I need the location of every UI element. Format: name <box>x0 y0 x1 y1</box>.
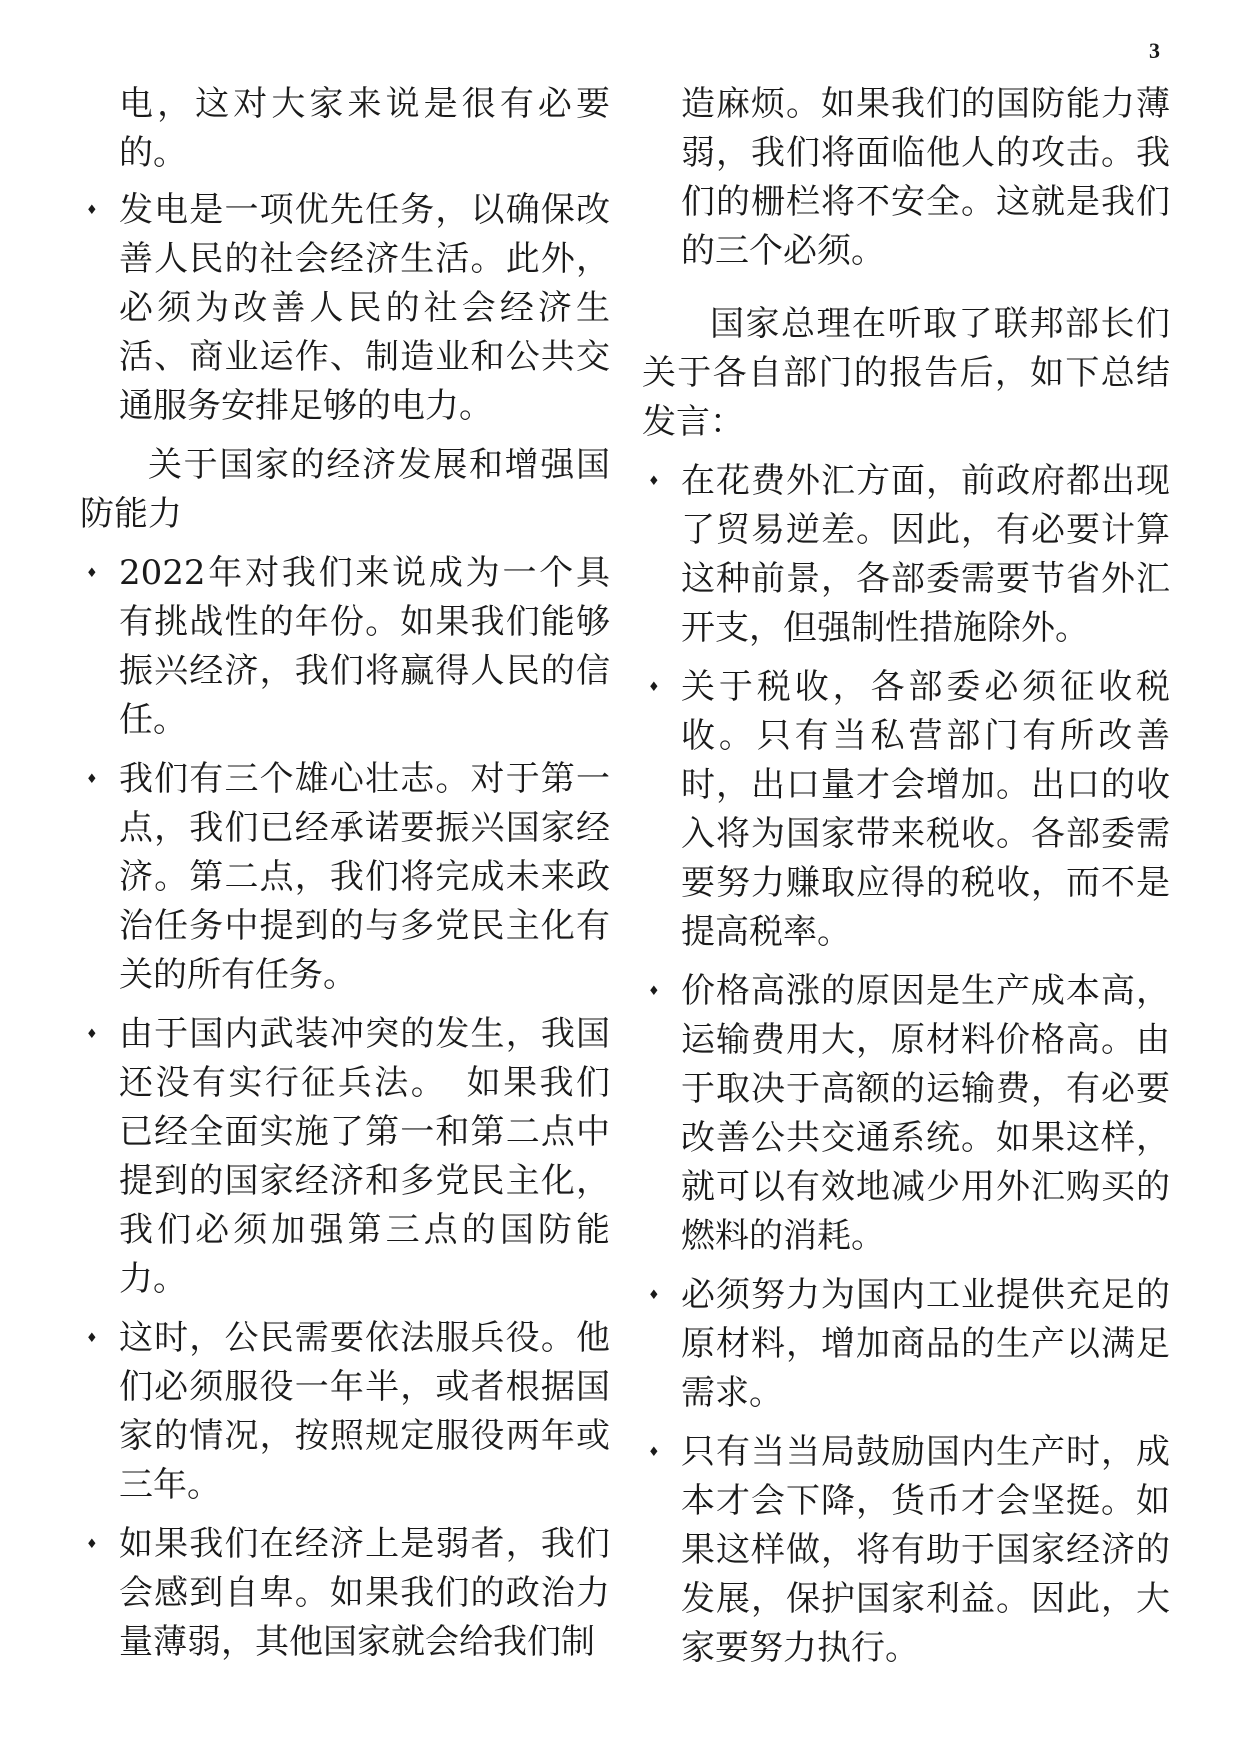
bullet-item: ♦ 发电是一项优先任务，以确保改善人民的社会经济生活。此外，必须为改善人民的社会经济生活、商业运作、制造业和公共交通服务安排足够的电力。 <box>80 186 610 431</box>
summary-paragraph: 国家总理在听取了联邦部长们关于各自部门的报告后，如下总结发言： <box>642 304 1170 442</box>
bullet-item: ♦ 由于国内武装冲突的发生，我国还没有实行征兵法。 如果我们已经全面实施了第一和第二点中提到的国家经济和多党民主化，我们必须加强第三点的国防能力。 <box>80 1010 610 1304</box>
bullet-item: ♦ 我们有三个雄心壮志。对于第一点，我们已经承诺要振兴国家经济。第二点，我们将完成未来政治任务中提到的与多党民主化有关的所有任务。 <box>80 755 610 1000</box>
bullet-item: ♦ 只有当当局鼓励国内生产时，成本才会下降，货币才会坚挺。如果这样做，将有助于国家经济的发展，保护国家利益。因此，大家要努力执行。 <box>642 1428 1170 1673</box>
continued-text: 电，这对大家来说是很有必要的。 <box>119 84 610 173</box>
page-number: 3 <box>1149 38 1160 63</box>
left-column <box>80 80 610 1677</box>
right-column <box>642 80 1170 1683</box>
bullet-item: ♦ 价格高涨的原因是生产成本高，运输费用大，原材料价格高。由于取决于高额的运输费，有必要改善公共交通系统。如果这样，就可以有效地减少用外汇购买的燃料的消耗。 <box>642 967 1170 1261</box>
bullet-item: ♦ 关于税收，各部委必须征收税收。只有当私营部门有所改善时，出口量才会增加。出口的收入将为国家带来税收。各部委需要努力赚取应得的税收，而不是提高税率。 <box>642 663 1170 957</box>
bullet-item: ♦ 这时，公民需要依法服兵役。他们必须服役一年半，或者根据国家的情况，按照规定服役两年或三年。 <box>80 1314 610 1510</box>
continued-text: 造麻烦。如果我们的国防能力薄弱，我们将面临他人的攻击。我们的栅栏将不安全。这就是我们的三个必须。 <box>681 84 1170 271</box>
bullet-item: ♦ 必须努力为国内工业提供充足的原材料，增加商品的生产以满足需求。 <box>642 1271 1170 1418</box>
bullet-item: ♦ 2022年对我们来说成为一个具有挑战性的年份。如果我们能够振兴经济，我们将赢得人民的信任。 <box>80 549 610 745</box>
bullet-item: ♦ 在花费外汇方面，前政府都出现了贸易逆差。因此，有必要计算这种前景，各部委需要节省外汇开支，但强制性措施除外。 <box>642 457 1170 653</box>
bullet-item: ♦ 如果我们在经济上是弱者，我们会感到自卑。如果我们的政治力量薄弱，其他国家就会给我们制 <box>80 1520 610 1667</box>
section-heading: 关于国家的经济发展和增强国防能力 <box>80 445 610 534</box>
